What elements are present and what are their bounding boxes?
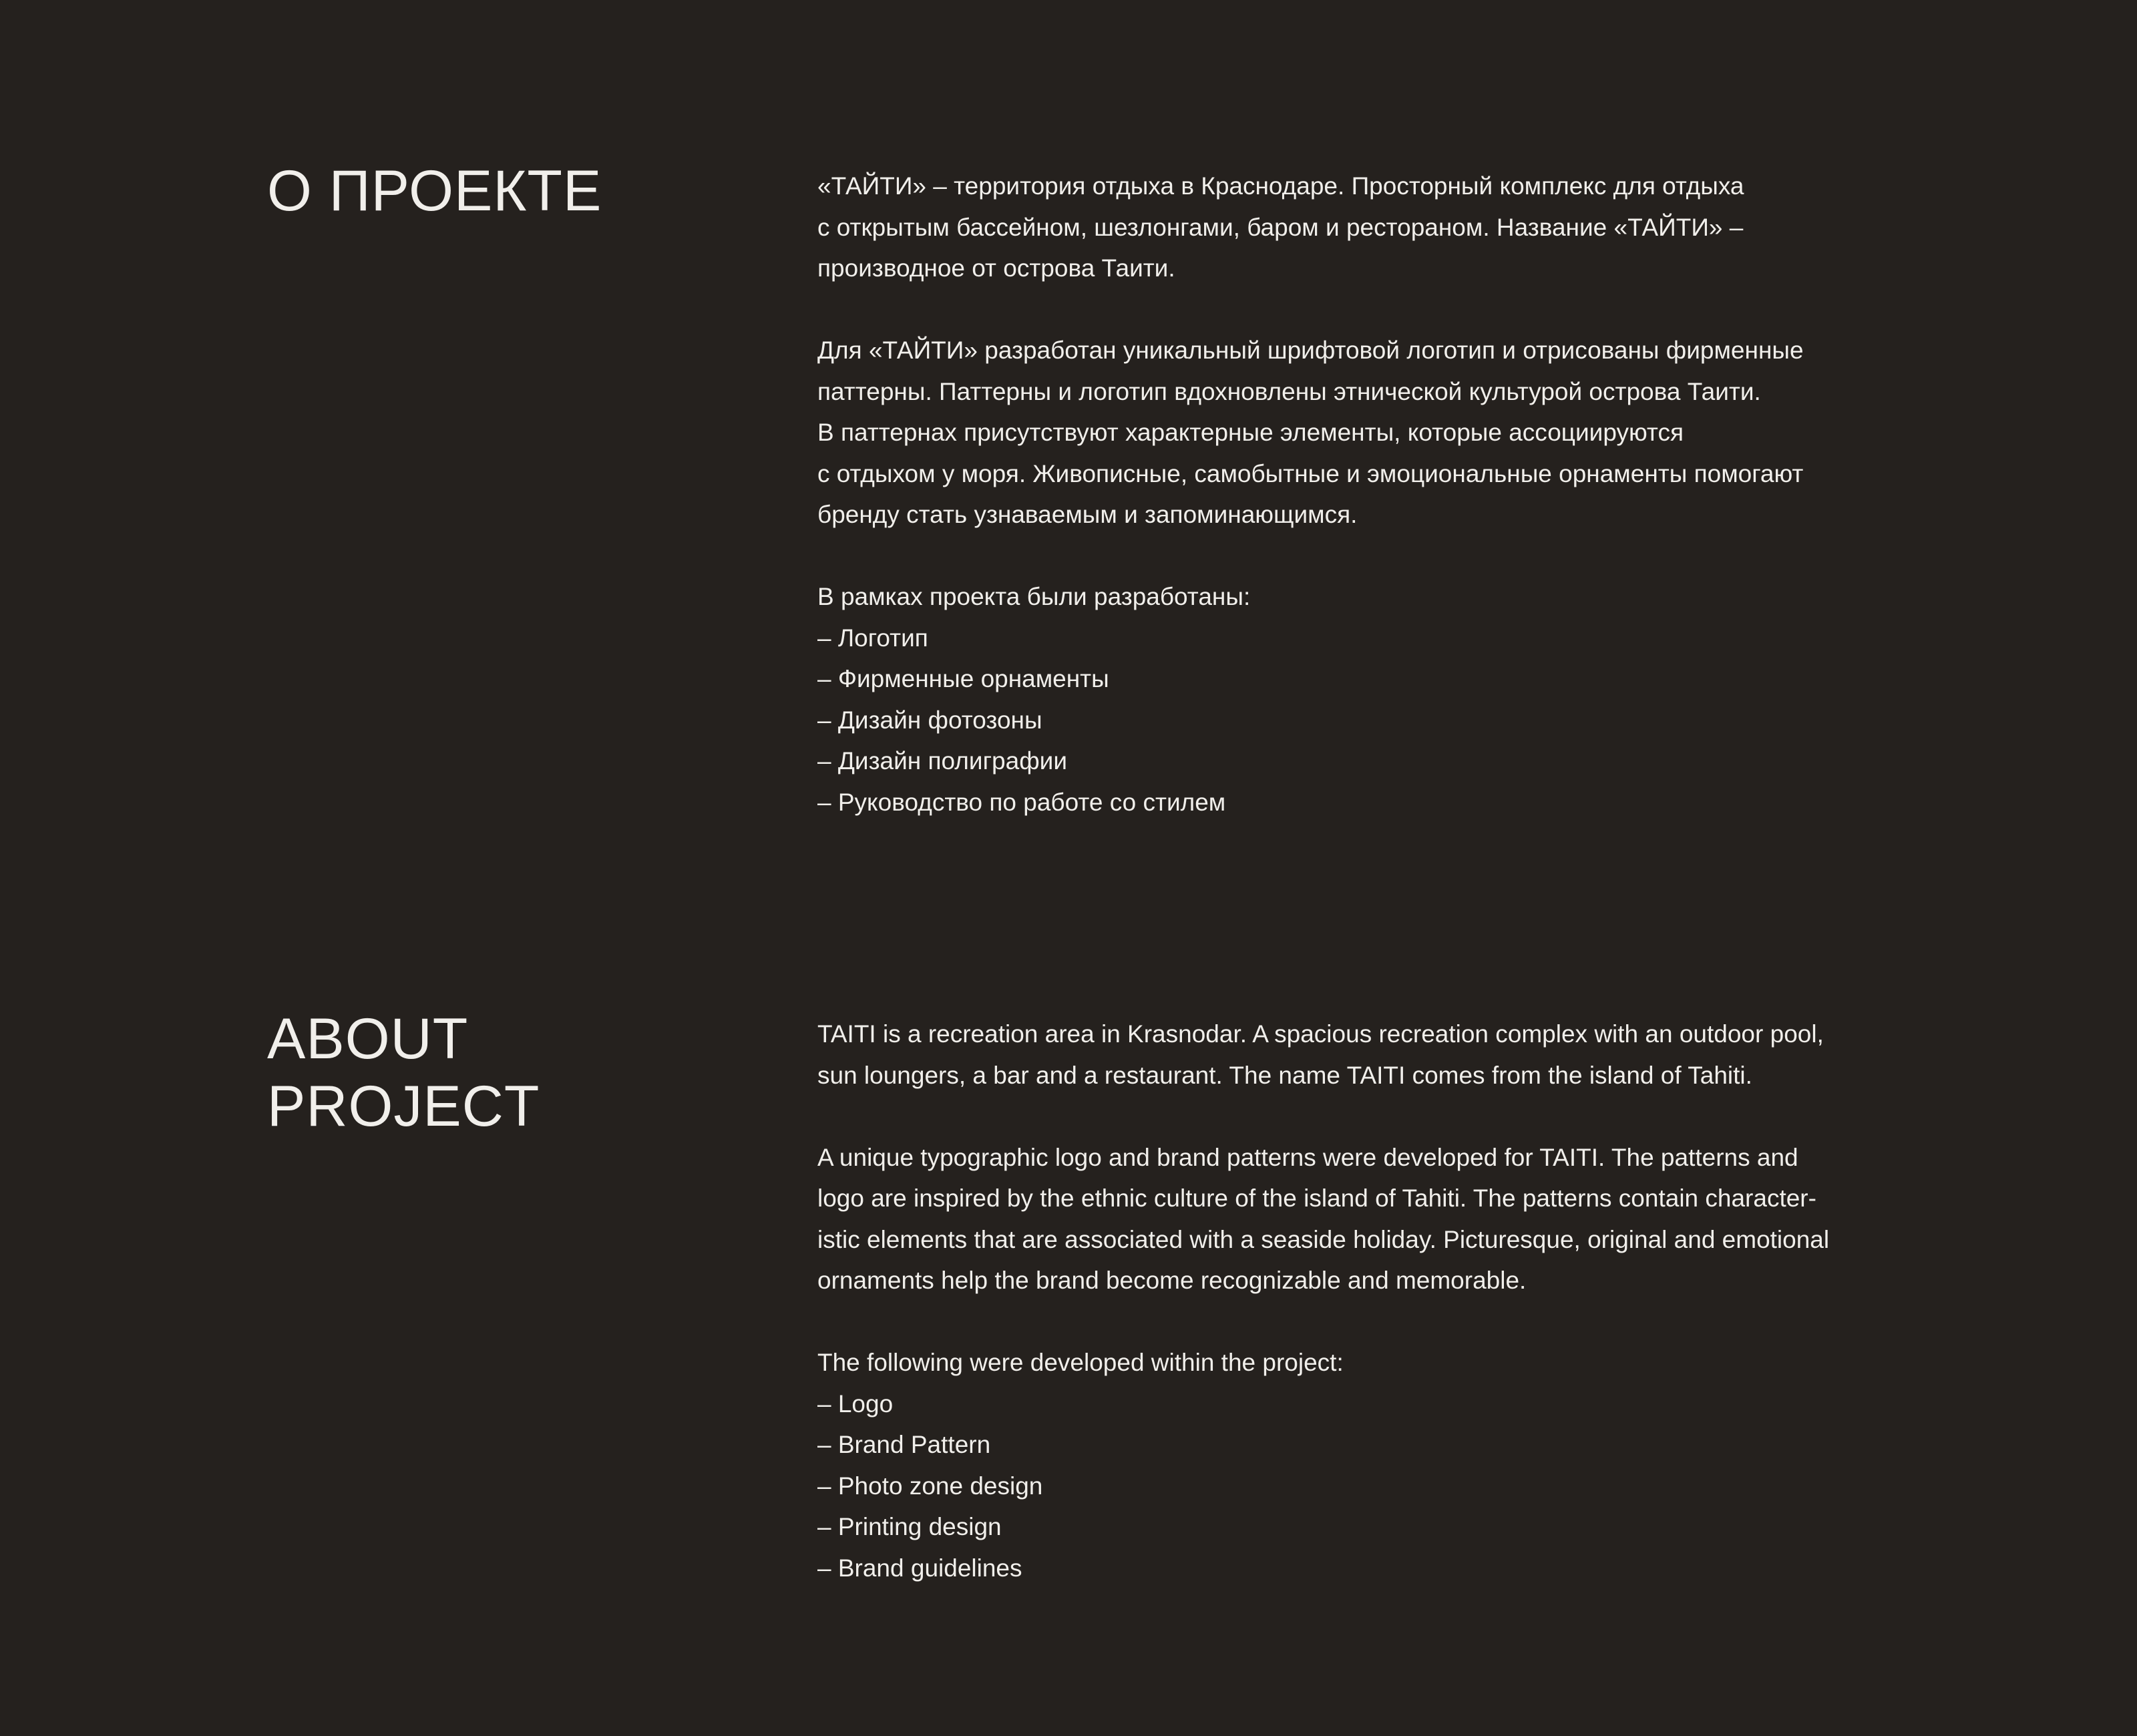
text-line: с отдыхом у моря. Живописные, самобытные и эмоциональные орнаменты помогают — [817, 459, 1804, 487]
text-line: В паттернах присутствуют характерные элементы, которые ассоциируются — [817, 419, 1684, 446]
list-item: – Дизайн полиграфии — [817, 740, 1913, 782]
list-item: – Brand guidelines — [817, 1548, 1913, 1589]
list-item: – Printing design — [817, 1506, 1913, 1548]
list-item: – Logo — [817, 1383, 1913, 1425]
list-item: – Логотип — [817, 618, 1913, 659]
deliverables-en — [817, 1342, 1913, 1588]
section-body-ru — [817, 166, 1913, 823]
text-line: Для «ТАЙТИ» разработан уникальный шрифтовой логотип и отрисованы фирменные — [817, 337, 1804, 364]
paragraph-patterns-ru — [817, 330, 1913, 535]
deliverables-list-en — [817, 1383, 1913, 1589]
deliverables-title-ru: В рамках проекта были разработаны: — [817, 583, 1251, 610]
section-heading-ru: О ПРОЕКТЕ — [267, 159, 602, 223]
list-item: – Руководство по работе со стилем — [817, 782, 1913, 823]
list-item: – Фирменные орнаменты — [817, 658, 1913, 700]
paragraph-patterns-en — [817, 1137, 1913, 1301]
text-line: TAITI is a recreation area in Krasnodar. A spacious recreation complex with an outdoor pool, — [817, 1020, 1824, 1048]
list-item: – Brand Pattern — [817, 1424, 1913, 1466]
text-line: бренду стать узнаваемым и запоминающимся. — [817, 501, 1358, 528]
section-body-en — [817, 1014, 1913, 1588]
text-line: logo are inspired by the ethnic culture of the island of Tahiti. The patterns contain character- — [817, 1184, 1816, 1212]
text-line: производное от острова Таити. — [817, 254, 1175, 282]
text-line: с открытым бассейном, шезлонгами, баром и рестораном. Название «ТАЙТИ» – — [817, 213, 1744, 241]
list-item: – Дизайн фотозоны — [817, 700, 1913, 741]
text-line: A unique typographic logo and brand patterns were developed for TAITI. The patterns and — [817, 1143, 1798, 1171]
text-line: ornaments help the brand become recognizable and memorable. — [817, 1267, 1527, 1294]
text-line: sun loungers, a bar and a restaurant. The name TAITI comes from the island of Tahiti. — [817, 1061, 1752, 1089]
section-heading-en: ABOUT PROJECT — [267, 1007, 540, 1138]
deliverables-title-en: The following were developed within the project: — [817, 1349, 1344, 1376]
text-line: паттерны. Паттерны и логотип вдохновлены этнической культурой острова Таити. — [817, 377, 1761, 405]
text-line: «ТАЙТИ» – территория отдыха в Краснодаре. Просторный комплекс для отдыха — [817, 172, 1744, 200]
list-item: – Photo zone design — [817, 1466, 1913, 1507]
text-line: istic elements that are associated with a seaside holiday. Picturesque, original and emotional — [817, 1225, 1830, 1253]
deliverables-list-ru — [817, 618, 1913, 823]
paragraph-intro-en — [817, 1014, 1913, 1096]
deliverables-ru — [817, 576, 1913, 823]
paragraph-intro-ru — [817, 166, 1913, 289]
